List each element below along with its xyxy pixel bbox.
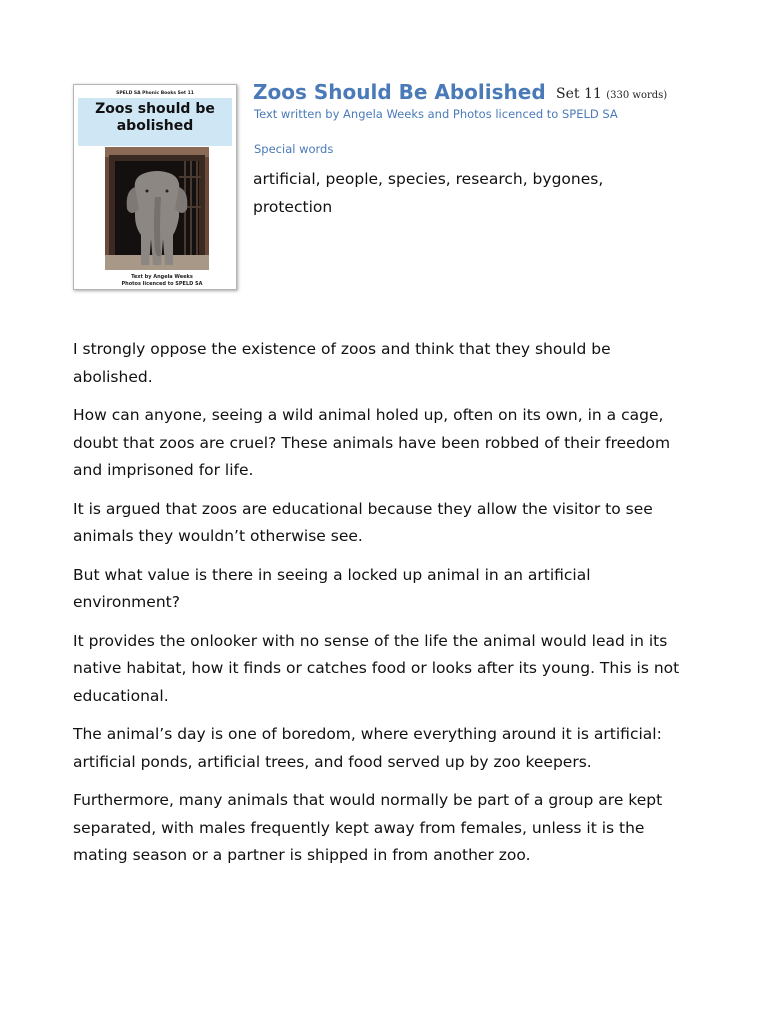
byline: Text written by Angela Weeks and Photos licenced to SPELD SA	[254, 107, 618, 121]
paragraph: It is argued that zoos are educational because they allow the visitor to see animals they wouldn’t otherwise see.	[73, 499, 653, 545]
word-count: (330 words)	[606, 90, 668, 101]
cover-credit-text: Text by Angela Weeks	[131, 274, 193, 280]
paragraph: The animal’s day is one of boredom, where everything around it is artificial: artificial ponds, artificial trees, and food served up by zoo keepers.	[73, 725, 662, 771]
special-words-label: Special words	[254, 142, 334, 156]
elephant-photo	[105, 147, 209, 270]
set-label: Set 11	[556, 86, 602, 102]
paragraph: I strongly oppose the existence of zoos and think that they should be abolished.	[73, 340, 611, 386]
paragraph: But what value is there in seeing a locked up animal in an artificial environment?	[73, 565, 591, 611]
cover-credit	[98, 274, 226, 288]
document-title: Zoos Should Be Abolished	[253, 80, 546, 104]
paragraph: Furthermore, many animals that would normally be part of a group are kept separated, with males frequently kept away from females, unless it is the mating season or a partner is shipped in from another zoo.	[73, 791, 663, 864]
paragraph: How can anyone, seeing a wild animal holed up, often on its own, in a cage, doubt that zoos are cruel? These animals have been robbed of their freedom and imprisoned for life.	[73, 406, 671, 479]
book-cover-thumbnail	[73, 84, 237, 290]
set-info	[556, 86, 667, 102]
cover-credit-photos: Photos licenced to SPELD SA	[121, 281, 203, 287]
cover-title: Zoos should be abolished	[95, 101, 215, 134]
body-text	[73, 336, 688, 881]
special-words-list: artificial, people, species, research, bygones, protection	[253, 170, 604, 216]
paragraph: It provides the onlooker with no sense of the life the animal would lead in its native habitat, how it finds or catches food or looks after its young. This is not educational.	[73, 631, 680, 705]
cover-series-label: SPELD SA Phonic Books Set 11	[116, 91, 194, 96]
